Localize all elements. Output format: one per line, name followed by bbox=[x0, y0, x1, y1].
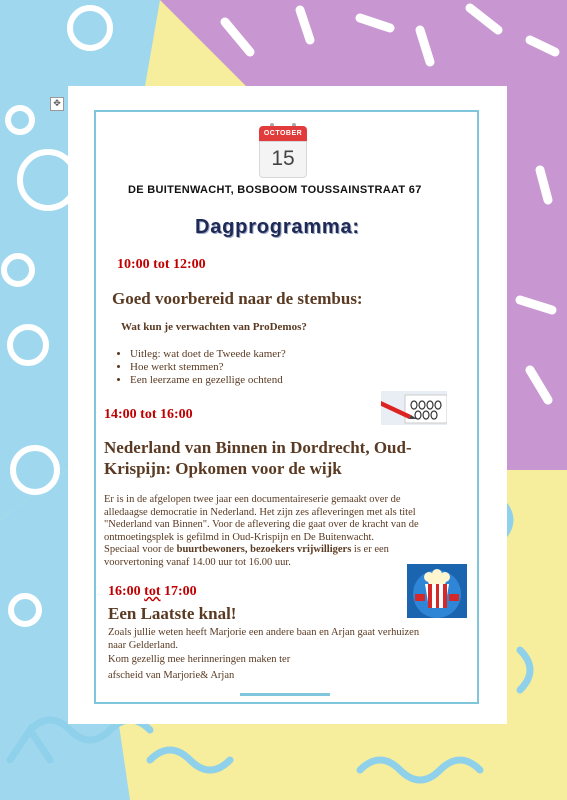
divider bbox=[240, 693, 330, 696]
para-line: voorvertoning vanaf 14.00 uur tot 16.00 uur. bbox=[104, 556, 291, 568]
calendar-month: OCTOBER bbox=[259, 126, 307, 141]
page-title: Dagprogramma: bbox=[195, 216, 360, 238]
para-line bbox=[104, 544, 464, 557]
list-item: • Uitleg: wat doet de Tweede kamer? bbox=[130, 348, 286, 361]
para-line: naar Gelderland. bbox=[108, 639, 178, 651]
para-line: "Nederland van Binnen". Voor de aflevering die gaat over de kracht van de bbox=[104, 519, 419, 530]
time-start: 16:00 bbox=[108, 584, 141, 599]
popcorn-movie-image bbox=[407, 564, 467, 618]
session2-heading-line1: Nederland van Binnen in Dordrecht, Oud- bbox=[104, 438, 412, 457]
para-bold-text: buurtbewoners, bezoekers vrijwilligers bbox=[176, 544, 352, 555]
para-line: ontmoetingsplek is gefilmd in Oud-Krispijn en De Buitenwacht. bbox=[104, 531, 375, 543]
session1-list bbox=[108, 348, 286, 387]
pencil-paper-icon bbox=[381, 391, 447, 425]
session2-time: 14:00 tot 16:00 bbox=[104, 407, 193, 422]
para-line: alledaagse democratie in Nederland. Het zijn zes afleveringen met als titel bbox=[104, 506, 416, 518]
list-item: • Een leerzame en gezellige ochtend bbox=[130, 374, 286, 387]
para-line: Kom gezellig mee herinneringen maken ter bbox=[108, 654, 291, 665]
session1-question: Wat kun je verwachten van ProDemos? bbox=[121, 321, 307, 333]
session3-time bbox=[108, 584, 197, 600]
para-text: is er een bbox=[351, 544, 389, 555]
para-line: Zoals jullie weten heeft Marjorie een andere baan en Arjan gaat verhuizen bbox=[108, 627, 420, 638]
calendar-day: 15 bbox=[259, 141, 307, 178]
time-end: 17:00 bbox=[164, 584, 197, 599]
session3-heading: Een Laatste knal! bbox=[108, 604, 237, 623]
para-line: afscheid van Marjorie& Arjan bbox=[108, 669, 235, 681]
time-tot: tot bbox=[144, 584, 161, 599]
list-item: • Hoe werkt stemmen? bbox=[130, 361, 286, 374]
pencil-paper-image bbox=[381, 391, 447, 425]
address: DE BUITENWACHT, BOSBOOM TOUSSAINSTRAAT 67 bbox=[128, 184, 422, 196]
flyer-page bbox=[68, 86, 507, 724]
para-text: Speciaal voor de bbox=[104, 544, 177, 555]
para-line: Er is in de afgelopen twee jaar een documentaireserie gemaakt over de bbox=[104, 494, 401, 505]
popcorn-icon bbox=[407, 564, 467, 618]
move-handle-icon[interactable]: ✥ bbox=[50, 97, 64, 111]
session1-time: 10:00 tot 12:00 bbox=[117, 257, 206, 272]
session2-paragraph bbox=[104, 494, 464, 569]
calendar-icon bbox=[259, 126, 307, 178]
session2-heading-line2: Krispijn: Opkomen voor de wijk bbox=[104, 459, 342, 478]
session3-paragraph bbox=[108, 627, 468, 682]
session1-heading: Goed voorbereid naar de stembus: bbox=[112, 289, 363, 308]
